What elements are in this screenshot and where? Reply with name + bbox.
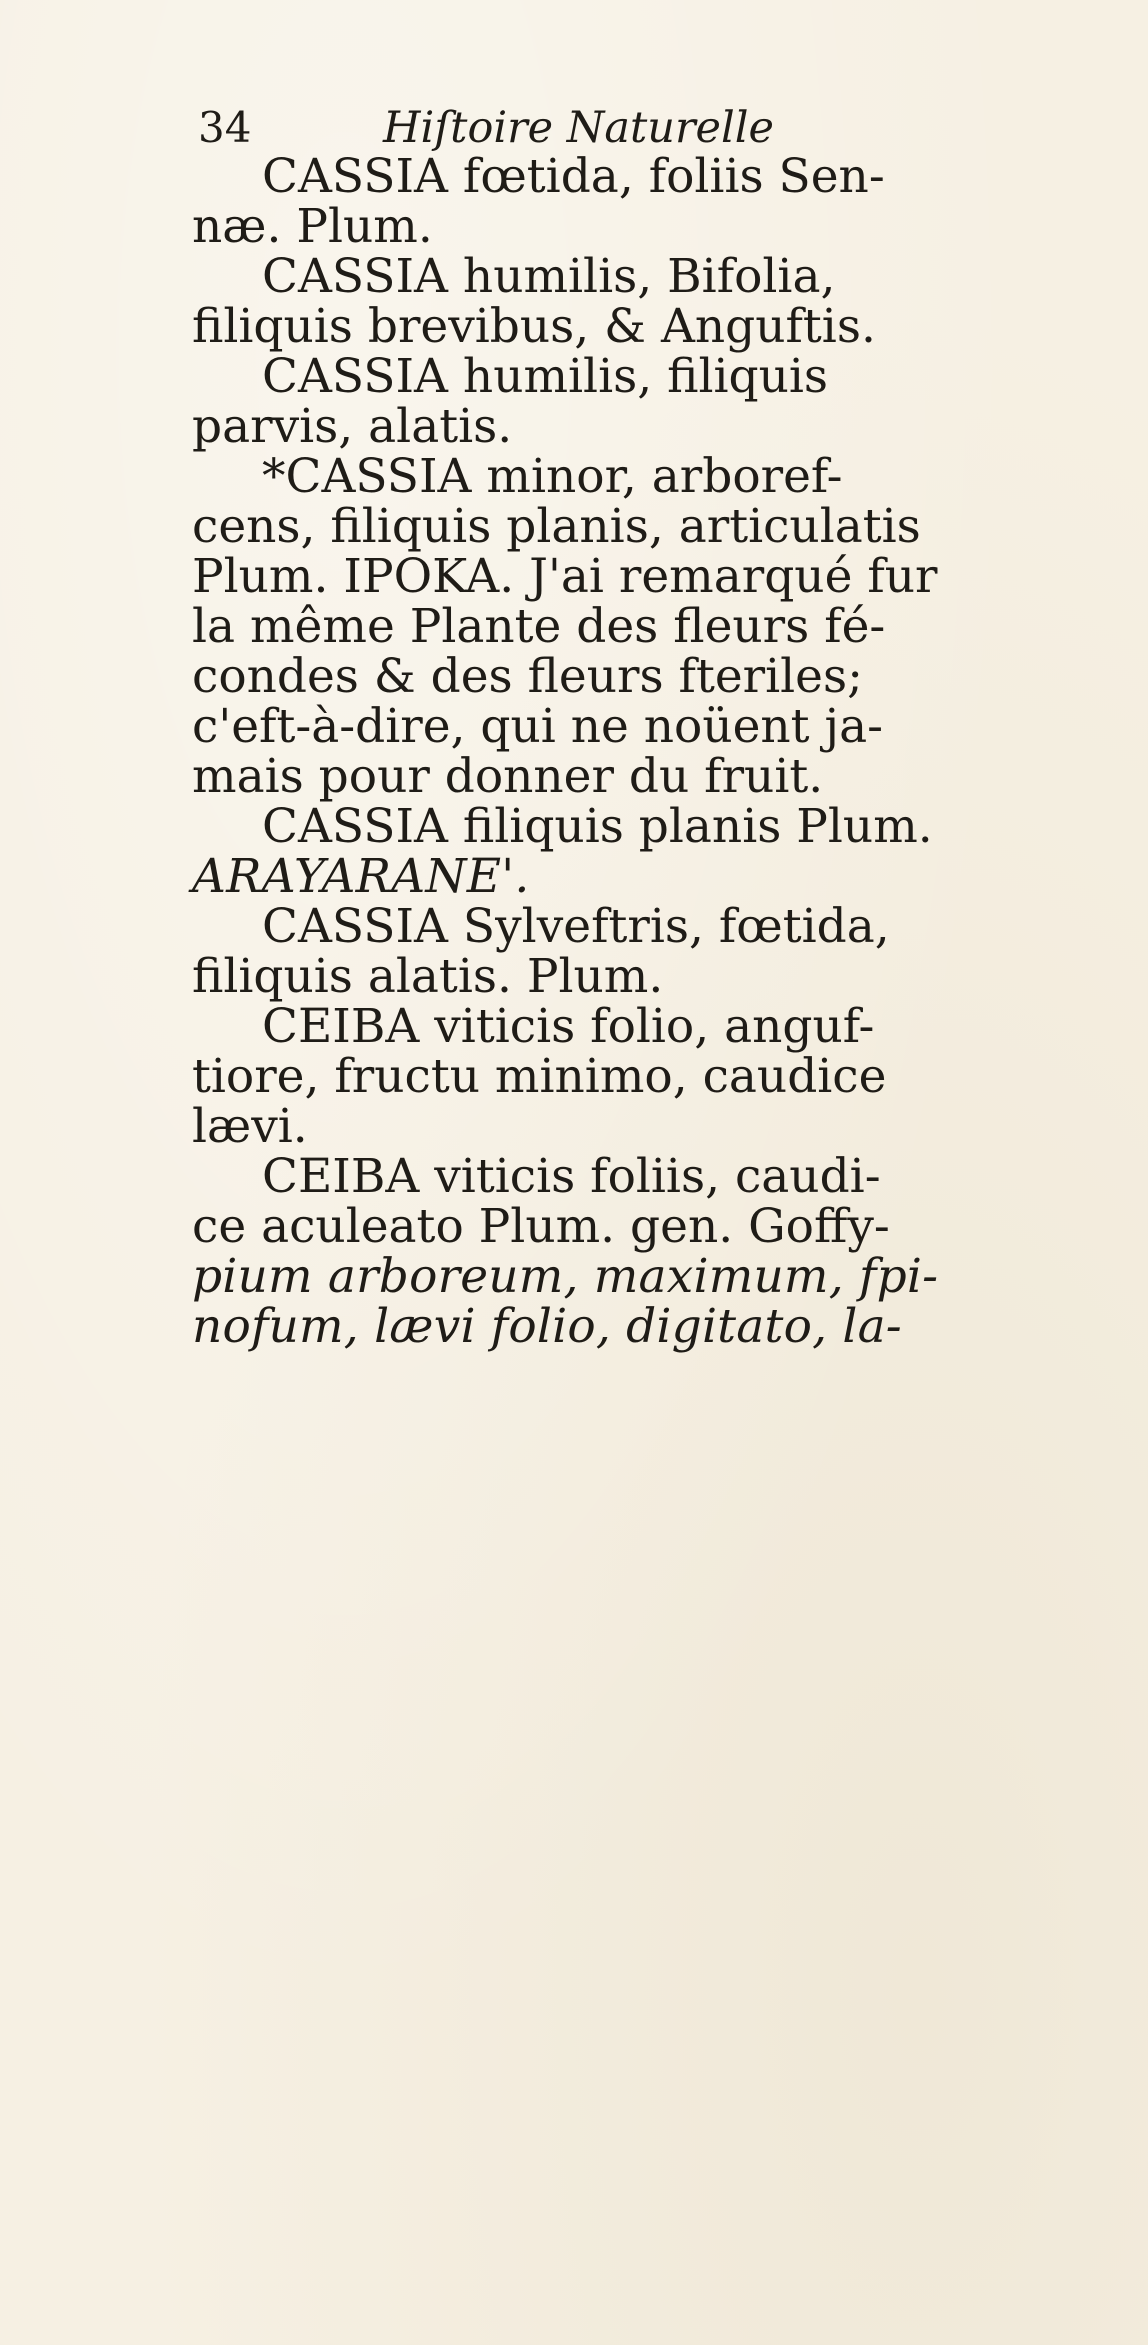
text-line: CEIBA viticis foliis, caudi- — [262, 1149, 881, 1204]
text-line: CASSIA humilis, filiquis — [262, 349, 829, 404]
text-line: CASSIA humilis, Bifolia, — [262, 249, 836, 304]
text-line: la même Plante des fleurs fé- — [192, 599, 886, 654]
text-line: *CASSIA minor, arboref- — [262, 449, 843, 504]
text-line: cens, filiquis planis, articulatis — [192, 499, 921, 554]
text-line: filiquis brevibus, & Anguftis. — [192, 299, 876, 354]
text-line: c'eft-à-dire, qui ne noüent ja- — [192, 699, 883, 754]
text-line: ARAYARANE'. — [192, 849, 530, 904]
text-line: næ. Plum. — [192, 199, 433, 254]
text-line: mais pour donner du fruit. — [192, 749, 824, 804]
text-line: lævi. — [192, 1099, 308, 1154]
text-line: CASSIA Sylveftris, fœtida, — [262, 899, 890, 954]
text-line: condes & des fleurs fteriles; — [192, 649, 863, 704]
text-line: Plum. IPOKA. J'ai remarqué fur — [192, 549, 938, 604]
text-line: pium arboreum, maximum, fpi- — [192, 1249, 939, 1304]
text-line: CASSIA filiquis planis Plum. — [262, 799, 933, 854]
text-line: filiquis alatis. Plum. — [192, 949, 664, 1004]
text-line: tiore, fructu minimo, caudice — [192, 1049, 887, 1104]
running-title: Hiſtoire Naturelle — [383, 103, 774, 153]
body-text — [192, 149, 1112, 1354]
text-line: parvis, alatis. — [192, 399, 513, 454]
text-line: ce aculeato Plum. gen. Goffy- — [192, 1199, 890, 1254]
text-line: CASSIA fœtida, foliis Sen- — [262, 149, 885, 204]
text-line: CEIBA viticis folio, anguf- — [262, 999, 875, 1054]
text-line: nofum, lævi folio, digitato, la- — [192, 1299, 902, 1354]
page-number: 34 — [198, 103, 252, 152]
